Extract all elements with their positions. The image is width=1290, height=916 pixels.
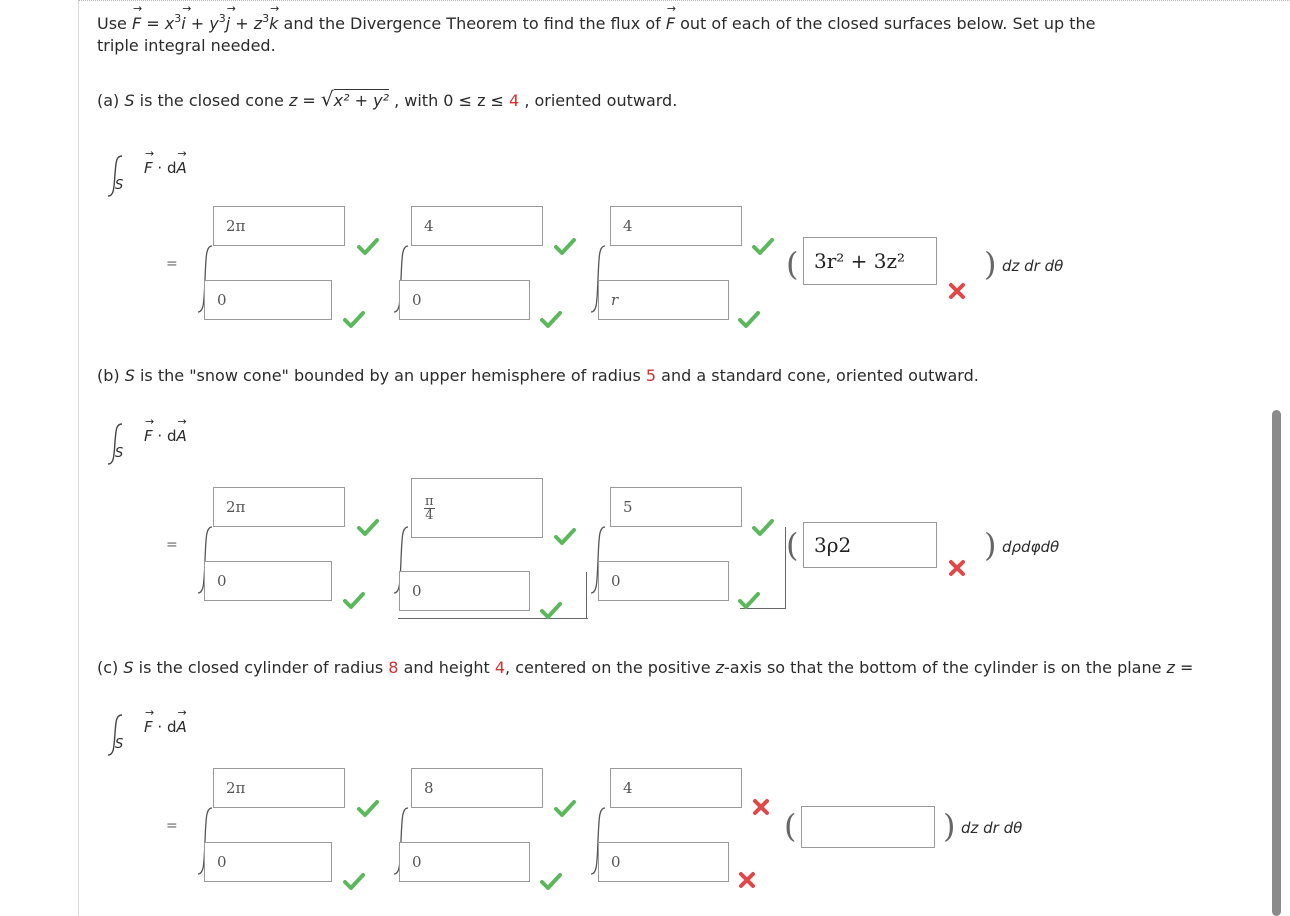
x-icon: [948, 559, 966, 577]
right-paren: ): [984, 245, 997, 283]
b-integrand-input[interactable]: 3ρ2: [803, 522, 937, 568]
check-icon: [554, 798, 576, 818]
equals-sign: =: [166, 256, 178, 272]
check-icon: [540, 600, 562, 620]
part-b-text: (b) S is the "snow cone" bounded by an upper hemisphere of radius 5 and a standard cone, oriented outward.: [97, 366, 979, 385]
check-icon: [357, 517, 379, 537]
a-inner-lower-input[interactable]: r: [598, 280, 729, 320]
b-outer-upper-input[interactable]: 2π: [213, 487, 345, 527]
equals-sign: =: [166, 818, 178, 834]
c-differential: dz dr dθ: [961, 819, 1023, 837]
right-paren: ): [943, 807, 956, 845]
c-integrand-input[interactable]: [801, 806, 935, 848]
check-icon: [357, 236, 379, 256]
x-icon: [752, 798, 770, 816]
a-outer-lower-input[interactable]: 0: [204, 280, 332, 320]
intro-line1: Use → $F = x^3$ → $i + y^3$ → $j + z^3$ → k and the Divergence Theorem to find the flux of → F out of each of the closed surfaces below. Set up the: [97, 2, 1096, 33]
b-inner-lower-input[interactable]: 0: [598, 561, 729, 601]
fraction: π 4: [425, 493, 434, 523]
check-icon: [343, 590, 365, 610]
check-icon: [752, 236, 774, 256]
scrollbar[interactable]: [1272, 410, 1281, 916]
check-icon: [540, 871, 562, 891]
left-paren: (: [786, 245, 799, 283]
intro-line2: triple integral needed.: [97, 36, 276, 55]
part-c-text: (c) S is the closed cylinder of radius 8 and height 4, centered on the positive z-axis so that the bottom of the cylinder is on the plane z =: [97, 658, 1194, 677]
check-icon: [343, 871, 365, 891]
unit-i: → i: [181, 2, 192, 33]
c-middle-upper-input[interactable]: 8: [411, 768, 543, 808]
c-inner-upper-input[interactable]: 4: [610, 768, 742, 808]
right-paren: ): [984, 526, 997, 564]
unit-k: → k: [269, 2, 280, 33]
intro-text: Use: [97, 14, 127, 33]
c-inner-lower-input[interactable]: 0: [598, 842, 729, 882]
check-icon: [554, 526, 576, 546]
left-paren: (: [786, 526, 799, 564]
b-inner-upper-input[interactable]: 5: [610, 487, 742, 527]
c-middle-lower-input[interactable]: 0: [399, 842, 530, 882]
c-outer-upper-input[interactable]: 2π: [213, 768, 345, 808]
check-icon: [738, 590, 760, 610]
check-icon: [738, 309, 760, 329]
left-paren: (: [784, 807, 797, 845]
sqrt-symbol: √: [320, 87, 334, 111]
b-outer-lower-input[interactable]: 0: [204, 561, 332, 601]
c-outer-lower-input[interactable]: 0: [204, 842, 332, 882]
check-icon: [540, 309, 562, 329]
a-middle-lower-input[interactable]: 0: [399, 280, 530, 320]
a-middle-upper-input[interactable]: 4: [411, 206, 543, 246]
a-outer-upper-input[interactable]: 2π: [213, 206, 345, 246]
check-icon: [752, 517, 774, 537]
b-middle-upper-input[interactable]: [411, 478, 543, 538]
a-integrand-input[interactable]: 3r² + 3z²: [803, 237, 937, 285]
b-differential: dρdφdθ: [1002, 538, 1060, 556]
unit-j: → j: [225, 2, 236, 33]
check-icon: [357, 798, 379, 818]
part-a-text: (a) S is the closed cone z = √x² + y² , with 0 ≤ z ≤ 4 , oriented outward.: [97, 87, 678, 111]
equals-sign: =: [166, 537, 178, 553]
x-icon: [738, 871, 756, 889]
a-inner-upper-input[interactable]: 4: [610, 206, 742, 246]
vector-F: → F: [131, 2, 143, 33]
check-icon: [343, 309, 365, 329]
vector-F-2: → F: [665, 2, 677, 33]
check-icon: [554, 236, 576, 256]
x-icon: [948, 282, 966, 300]
a-differential: dz dr dθ: [1002, 257, 1064, 275]
focus-border: [586, 572, 587, 619]
b-middle-lower-input[interactable]: 0: [399, 571, 530, 611]
